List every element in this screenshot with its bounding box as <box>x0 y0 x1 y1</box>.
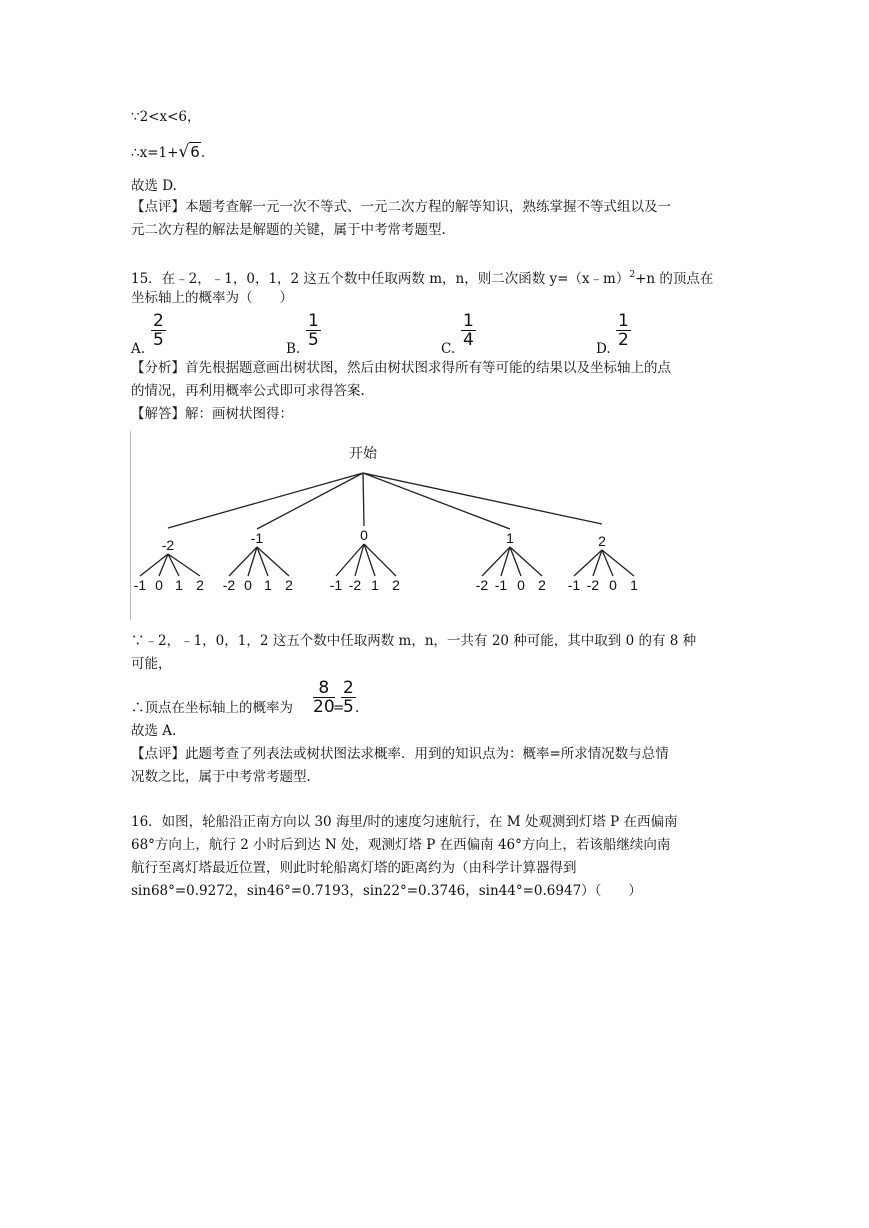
text-line: ∵2<x<6， <box>131 109 201 125</box>
text-line: 况数之比，属于中考常考题型. <box>131 769 311 785</box>
tree-edge <box>257 473 363 529</box>
text-segment: ∴x=1+ <box>131 145 179 161</box>
text-line: 的情况，再利用概率公式即可求得答案. <box>131 383 365 399</box>
option-c-fraction <box>461 312 476 349</box>
tree-leaf-label: 1 <box>371 577 379 593</box>
tree-leaf-label: 1 <box>175 577 183 593</box>
tree-leaf-label: 2 <box>196 577 204 593</box>
equals-sign: = <box>333 700 345 716</box>
option-d-letter: D. <box>596 341 611 357</box>
tree-leaf-label: -1 <box>567 577 581 593</box>
text-line: 故选 D. <box>131 178 177 194</box>
tree-leaf-label: -1 <box>133 577 147 593</box>
option-b-letter: B. <box>286 341 301 357</box>
question-15-line <box>131 266 713 288</box>
text-line: 【点评】此题考查了列表法或树状图法求概率．用到的知识点为：概率=所求情况数与总情 <box>131 746 669 762</box>
tree-leaf-label: 2 <box>538 577 546 593</box>
tree-edge <box>363 473 364 526</box>
tree-leaf-label: 0 <box>517 577 525 593</box>
tree-branch-label: -2 <box>161 537 175 553</box>
numerator: 8 <box>313 679 335 698</box>
option-a-letter: A. <box>131 341 146 357</box>
tree-leaf-label: -2 <box>586 577 600 593</box>
sqrt-argument: 6 <box>190 143 200 161</box>
tree-labels <box>134 445 638 593</box>
denominator: 5 <box>343 697 354 717</box>
text-line: 【点评】本题考查解一元一次不等式、一元二次方程的解等知识，熟练掌握不等式组以及一 <box>131 199 671 215</box>
text-line: 【分析】首先根据题意画出树状图，然后由树状图求得所有等可能的结果以及坐标轴上的点 <box>131 360 671 376</box>
text-segment: 15．在﹣2，﹣1，0，1，2 这五个数中任取两数 m，n，则二次函数 y=（x﹣m） <box>131 271 630 287</box>
tree-lines <box>140 473 634 576</box>
tree-leaf-label: 1 <box>630 577 638 593</box>
text-segment: . <box>200 145 206 161</box>
tree-diagram <box>130 430 642 620</box>
denominator: 4 <box>463 330 474 350</box>
tree-leaf-label: -2 <box>222 577 236 593</box>
tree-leaf-label: 0 <box>155 577 163 593</box>
tree-leaf-label: 2 <box>392 577 400 593</box>
tree-edge <box>168 473 363 528</box>
text-line: 航行至离灯塔最近位置，则此时轮船离灯塔的距离约为（由科学计算器得到 <box>131 860 577 876</box>
text-segment: +n 的顶点在 <box>635 271 714 287</box>
text-line: 【解答】解：画树状图得： <box>131 406 293 422</box>
numerator: 1 <box>463 311 474 331</box>
probability-line <box>131 699 293 717</box>
text-line: 68°方向上，航行 2 小时后到达 N 处，观测灯塔 P 在西偏南 46°方向上，若该船继续向南 <box>131 837 671 853</box>
denominator: 5 <box>308 330 319 350</box>
tree-branch-label: 1 <box>506 530 514 546</box>
numerator: 1 <box>308 311 319 331</box>
numerator: 2 <box>153 311 164 331</box>
tree-leaf-label: -2 <box>348 577 362 593</box>
probability-fraction-2 <box>341 679 356 716</box>
tree-leaf-label: 1 <box>264 577 272 593</box>
tree-edge <box>510 547 542 576</box>
tree-branch-label: 0 <box>360 527 368 543</box>
denominator: 2 <box>618 330 629 350</box>
tree-leaf-label: -1 <box>329 577 343 593</box>
tree-edge <box>257 547 289 576</box>
text-line: ∵﹣2，﹣1，0，1，2 这五个数中任取两数 m，n，一共有 20 种可能，其中取到 0 的有 8 种 <box>131 633 697 649</box>
tree-branch-label: 2 <box>598 533 606 549</box>
denominator: 20 <box>313 697 335 717</box>
tree-edge <box>363 473 602 524</box>
superscript: 2 <box>629 270 636 280</box>
sqrt-sign: √ <box>178 142 190 162</box>
tree-leaf-label: -1 <box>494 577 508 593</box>
option-d-fraction <box>616 312 631 349</box>
denominator: 5 <box>153 330 164 350</box>
option-b-fraction <box>306 312 321 349</box>
probability-fraction-1 <box>313 679 335 716</box>
tree-edge <box>364 544 396 576</box>
period: . <box>355 700 360 716</box>
tree-branch-label: -1 <box>250 530 264 546</box>
tree-leaf-label: -2 <box>475 577 489 593</box>
tree-edge <box>363 473 510 529</box>
tree-leaf-label: 0 <box>244 577 252 593</box>
text-line: 故选 A. <box>131 723 177 739</box>
option-a-fraction <box>151 312 166 349</box>
tree-leaf-label: 2 <box>285 577 293 593</box>
text-segment: ∴顶点在坐标轴上的概率为 <box>131 700 293 716</box>
numerator: 2 <box>343 678 354 698</box>
text-line: 可能， <box>131 656 172 672</box>
text-line <box>131 143 205 162</box>
text-line: 坐标轴上的概率为（ ） <box>131 290 293 306</box>
question-16-line: 16．如图，轮船沿正南方向以 30 海里/时的速度匀速航行，在 M 处观测到灯塔 P 在西偏南 <box>131 814 678 830</box>
text-line: 元二次方程的解法是解题的关键，属于中考常考题型. <box>131 222 446 238</box>
numerator: 1 <box>618 311 629 331</box>
tree-leaf-label: 0 <box>609 577 617 593</box>
option-c-letter: C. <box>441 341 456 357</box>
text-line: sin68°=0.9272，sin46°=0.7193，sin22°=0.3746，sin44°=0.6947）（ ） <box>131 883 642 899</box>
tree-root-label: 开始 <box>349 445 377 461</box>
